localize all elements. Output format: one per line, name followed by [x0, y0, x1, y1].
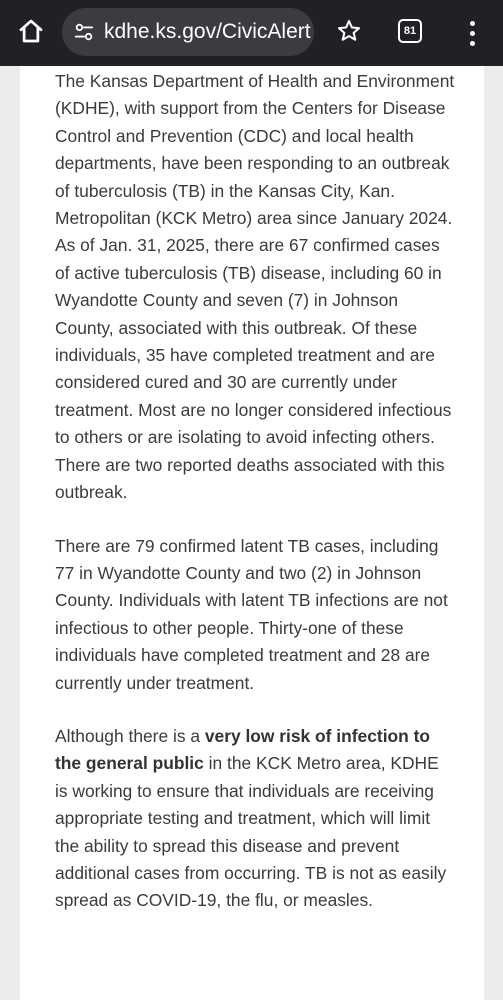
news-article: [55, 68, 455, 941]
home-button[interactable]: [14, 16, 48, 50]
url-text[interactable]: kdhe.ks.gov/CivicAlert: [104, 20, 311, 43]
address-bar[interactable]: [62, 8, 314, 56]
menu-dot: [470, 31, 475, 36]
risk-emphasis: very low risk of infection to the general public: [55, 725, 431, 774]
browser-toolbar: [0, 0, 503, 66]
bookmark-button[interactable]: [333, 17, 365, 49]
tune-icon[interactable]: [72, 20, 96, 44]
article-paragraph-3: [55, 723, 455, 915]
home-icon: [16, 16, 46, 50]
article-paragraph-1: The Kansas Department of Health and Environment (KDHE), with support from the Centers for Disease Control and Prevention (CDC) and local health departments, have been responding to an outbreak of tuberculosis (TB) in the Kansas City, Kan. Metropolitan (KCK Metro) area since January 2024. As of Jan. 31, 2025, there are 67 confirmed cases of active tuberculosis (TB) disease, including 60 in Wyandotte County and seven (7) in Johnson County, associated with this outbreak. Of these individuals, 35 have completed treatment and are considered cured and 30 are currently under treatment. Most are no longer considered infectious to others or are isolating to avoid infecting others. There are two reported deaths associated with this outbreak.: [55, 71, 455, 503]
tab-count: 81: [403, 25, 417, 37]
more-vert-icon[interactable]: [460, 15, 484, 51]
star-icon: [336, 18, 362, 48]
paragraph-3-intro: Although there is a: [55, 725, 205, 746]
menu-dot: [470, 41, 475, 46]
paragraph-3-rest: in the KCK Metro area, KDHE is working to ensure that individuals are receiving appropriate testing and treatment, which will limit the ability to spread this disease and prevent additional cases from occurring. TB is not as easily spread as COVID-19, the flu, or measles.: [55, 753, 447, 911]
article-paragraph-2: There are 79 confirmed latent TB cases, including 77 in Wyandotte County and two (2) in Johnson County. Individuals with latent TB infections are not infectious to other people. Thirty-one of these individuals have completed treatment and 28 are currently under treatment.: [55, 535, 448, 693]
page-content: [20, 66, 484, 1000]
tab-switcher-icon[interactable]: [398, 19, 422, 43]
menu-dot: [470, 21, 475, 26]
